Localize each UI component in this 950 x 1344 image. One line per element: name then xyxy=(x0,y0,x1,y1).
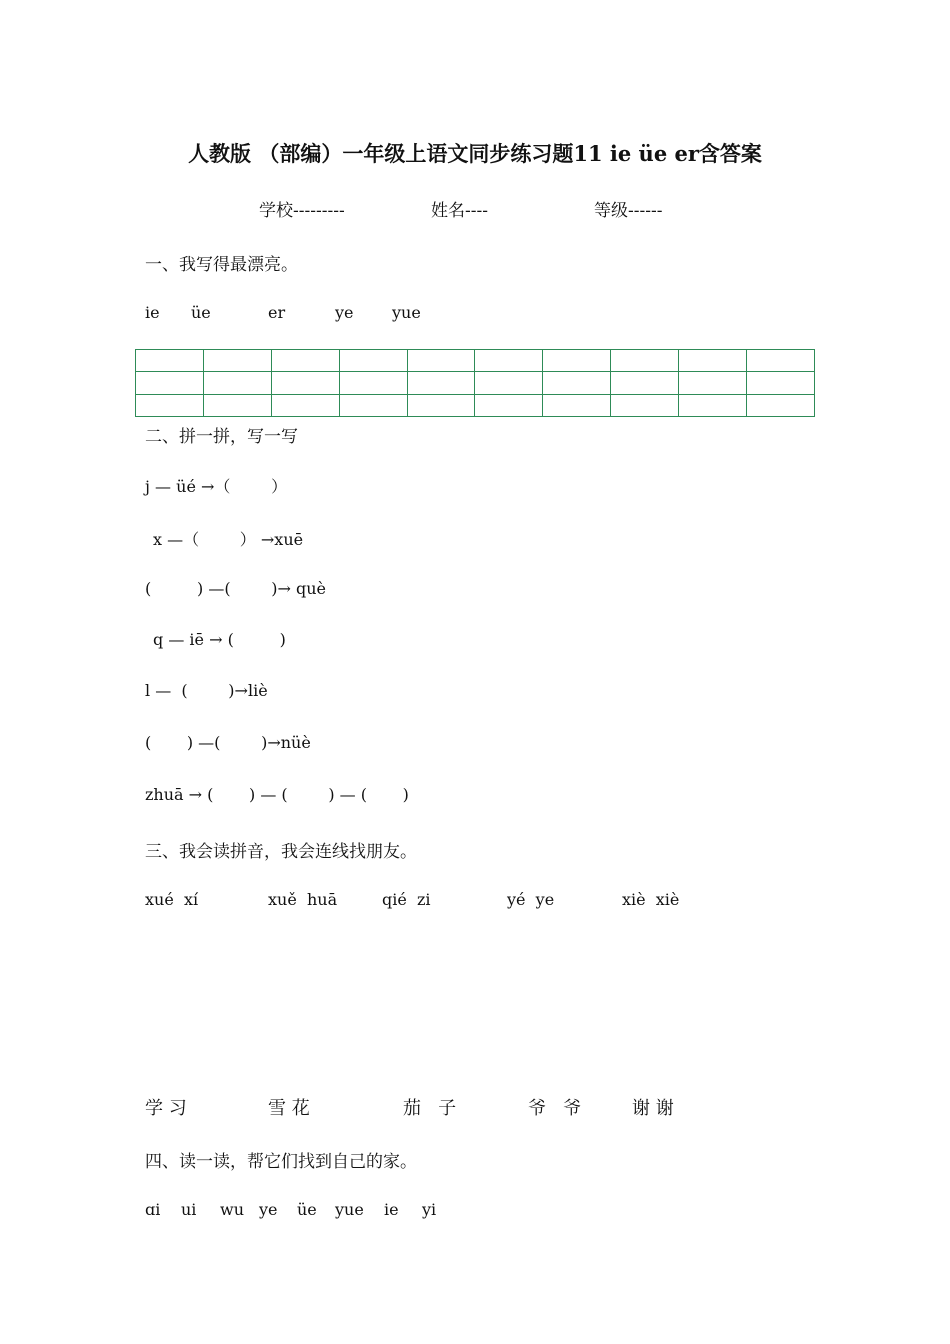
grid-cell[interactable] xyxy=(203,394,271,416)
grid-cell[interactable] xyxy=(271,350,339,372)
s4-pinyin-ye: ye xyxy=(259,1200,278,1219)
name-field: 姓名---- xyxy=(431,201,488,221)
spelling-line-3: ( ) —( )→ què xyxy=(145,579,327,598)
grid-cell[interactable] xyxy=(611,372,679,394)
s3-pinyin-2: xuě huā xyxy=(268,890,338,909)
grid-cell[interactable] xyxy=(475,394,543,416)
grid-cell[interactable] xyxy=(475,372,543,394)
grid-cell[interactable] xyxy=(543,394,611,416)
s4-pinyin-ue: üe xyxy=(297,1200,317,1219)
grid-cell[interactable] xyxy=(747,350,815,372)
spelling-line-6: ( ) —( )→nüè xyxy=(145,733,311,752)
grid-cell[interactable] xyxy=(679,394,747,416)
grid-cell[interactable] xyxy=(136,372,204,394)
grid-row xyxy=(136,372,815,394)
s1-pinyin-er: er xyxy=(268,303,286,322)
s3-word-5: 谢 谢 xyxy=(632,1098,674,1119)
grid-cell[interactable] xyxy=(543,372,611,394)
s1-pinyin-ie: ie xyxy=(145,303,160,322)
spelling-line-2: x —（ ） →xuē xyxy=(153,530,304,549)
s3-pinyin-4: yé ye xyxy=(507,890,555,909)
grid-row xyxy=(136,394,815,416)
spelling-line-4: q — iē → ( ) xyxy=(153,630,286,649)
grid-cell[interactable] xyxy=(679,350,747,372)
s4-pinyin-wu: wu xyxy=(220,1200,244,1219)
grid-cell[interactable] xyxy=(747,372,815,394)
section-1-heading: 一、我写得最漂亮。 xyxy=(145,255,298,275)
page-title: 人教版 （部编）一年级上语文同步练习题11 ie üe er含答案 xyxy=(188,141,762,166)
grade-field: 等级------ xyxy=(594,201,663,221)
spelling-line-5: l — ( )→liè xyxy=(145,681,268,700)
grid-cell[interactable] xyxy=(407,350,475,372)
section-3-heading: 三、我会读拼音，我会连线找朋友。 xyxy=(145,842,417,862)
s3-word-1: 学 习 xyxy=(145,1098,187,1119)
school-field: 学校--------- xyxy=(259,201,345,221)
grid-row xyxy=(136,350,815,372)
grid-cell[interactable] xyxy=(543,350,611,372)
grid-cell[interactable] xyxy=(203,372,271,394)
spelling-line-1: j — üé →（ ） xyxy=(145,477,288,496)
s3-pinyin-1: xué xí xyxy=(145,890,199,909)
grid-cell[interactable] xyxy=(407,394,475,416)
grid-cell[interactable] xyxy=(611,394,679,416)
grid-cell[interactable] xyxy=(611,350,679,372)
grid-cell[interactable] xyxy=(136,350,204,372)
grid-cell[interactable] xyxy=(475,350,543,372)
s4-pinyin-ai: ɑi xyxy=(145,1200,161,1219)
grid-cell[interactable] xyxy=(136,394,204,416)
s3-word-2: 雪 花 xyxy=(268,1098,310,1119)
s4-pinyin-yue: yue xyxy=(335,1200,364,1219)
s3-pinyin-5: xiè xiè xyxy=(622,890,680,909)
grid-cell[interactable] xyxy=(747,394,815,416)
grid-cell[interactable] xyxy=(339,350,407,372)
grid-cell[interactable] xyxy=(271,394,339,416)
s3-pinyin-3: qié zi xyxy=(382,890,431,909)
s3-word-3: 茄 子 xyxy=(403,1098,457,1119)
s4-pinyin-ie: ie xyxy=(384,1200,399,1219)
grid-cell[interactable] xyxy=(339,372,407,394)
spelling-line-7: zhuā → ( ) — ( ) — ( ) xyxy=(145,785,409,804)
section-2-heading: 二、拼一拼，写一写 xyxy=(145,427,298,447)
s4-pinyin-ui: ui xyxy=(181,1200,197,1219)
grid-cell[interactable] xyxy=(679,372,747,394)
s4-pinyin-yi: yi xyxy=(422,1200,437,1219)
s1-pinyin-ye: ye xyxy=(335,303,354,322)
grid-cell[interactable] xyxy=(339,394,407,416)
writing-grid xyxy=(135,349,815,417)
s3-word-4: 爷 爷 xyxy=(528,1098,582,1119)
grid-cell[interactable] xyxy=(271,372,339,394)
grid-cell[interactable] xyxy=(203,350,271,372)
s1-pinyin-ue: üe xyxy=(191,303,211,322)
section-4-heading: 四、读一读，帮它们找到自己的家。 xyxy=(145,1152,417,1172)
s1-pinyin-yue: yue xyxy=(392,303,421,322)
grid-cell[interactable] xyxy=(407,372,475,394)
